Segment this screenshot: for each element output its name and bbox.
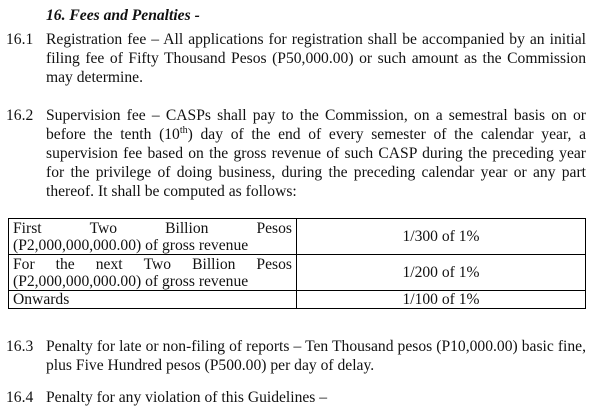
- tier-line-1: [13, 256, 292, 273]
- tier-line-2: (P2,000,000,000.00) of gross revenue: [13, 236, 249, 254]
- tier-word: Billion: [165, 219, 209, 237]
- tier-word: Pesos: [256, 219, 292, 237]
- tier-word: Two: [89, 219, 118, 237]
- clause-text: [46, 106, 586, 201]
- clause-number: 16.1: [6, 31, 34, 48]
- table-row: [9, 255, 586, 291]
- tier-word: next: [95, 255, 123, 273]
- section-heading: 16. Fees and Penalties -: [46, 7, 200, 24]
- tier-word: For: [13, 255, 35, 273]
- tier-cell: Onwards: [9, 291, 297, 309]
- tier-word: the: [55, 255, 75, 273]
- tier-line-1: [13, 220, 292, 237]
- ordinal-superscript: th: [179, 124, 188, 136]
- clause-text: Penalty for any violation of this Guidelines –: [46, 389, 328, 406]
- fee-table: [8, 218, 586, 309]
- clause-text: Registration fee – All applications for registration shall be accompanied by an initial filing fee of Fifty Thousand Pesos (P50,000.00) or such amount as the Commission may determine.: [46, 31, 586, 86]
- tier-line-2: (P2,000,000,000.00) of gross revenue: [13, 272, 249, 290]
- tier-word: Two: [143, 255, 172, 273]
- clause-text-part-2: ) day of the end of every semester of the calendar year, a supervision fee based on the gross revenue of such CASP during the preceding year for the privilege of doing business, during the preceding calendar year or any part thereof. It shall be computed as follows:: [46, 126, 586, 200]
- tier-word: Pesos: [256, 255, 292, 273]
- clause-number: 16.4: [6, 389, 34, 406]
- clause-number: 16.3: [6, 338, 34, 355]
- clause-text-part-1: Supervision fee – CASPs shall pay to the Commission, on a semestral basis on or before the tenth (10: [46, 107, 586, 143]
- tier-cell: [9, 255, 297, 291]
- table-row: [9, 219, 586, 255]
- table-row: [9, 291, 586, 309]
- tier-cell: [9, 219, 297, 255]
- clause-number: 16.2: [6, 107, 34, 124]
- tier-word: Billion: [192, 255, 236, 273]
- tier-word: First: [13, 219, 42, 237]
- rate-cell: 1/300 of 1%: [297, 219, 586, 255]
- clause-text: Penalty for late or non-filing of reports – Ten Thousand pesos (P10,000.00) basic fine, plus Five Hundred pesos (P500.00) per day of delay.: [46, 338, 586, 374]
- rate-cell: 1/100 of 1%: [297, 291, 586, 309]
- rate-cell: 1/200 of 1%: [297, 255, 586, 291]
